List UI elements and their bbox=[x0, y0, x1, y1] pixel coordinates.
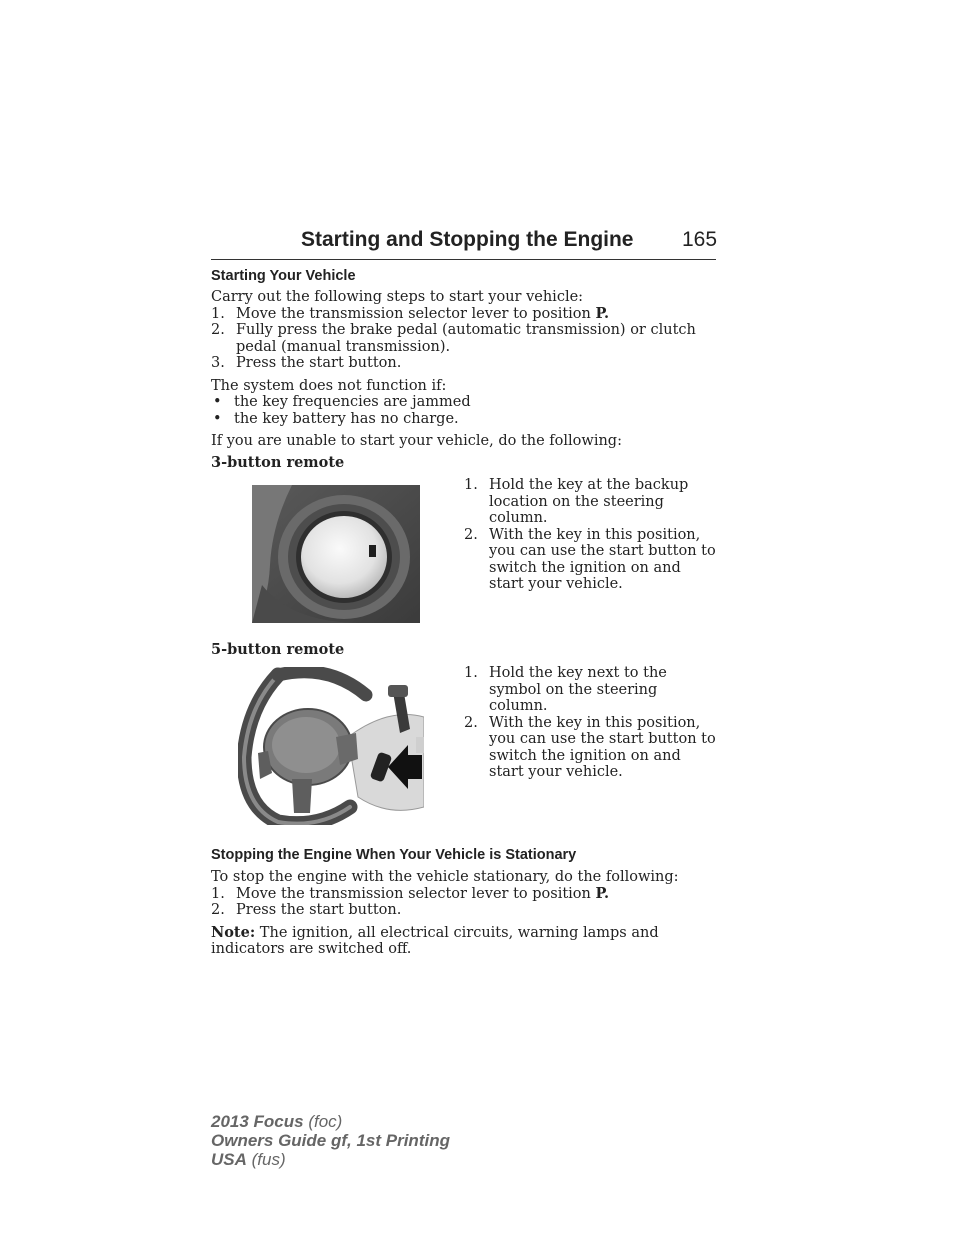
step-bold: P. bbox=[595, 884, 610, 902]
step-number: 3. bbox=[211, 355, 225, 371]
list-item bbox=[211, 411, 716, 428]
step-text: Move the transmission selector lever to position bbox=[236, 885, 596, 902]
footer-line-2 bbox=[211, 1131, 450, 1150]
step-number: 1. bbox=[464, 665, 478, 681]
starting-steps bbox=[211, 306, 716, 372]
list-item bbox=[464, 665, 716, 715]
step-text: Press the start button. bbox=[236, 902, 402, 918]
bullet-icon: • bbox=[213, 394, 222, 410]
remote5-heading: 5-button remote bbox=[211, 641, 345, 658]
page-number: 165 bbox=[682, 228, 718, 251]
step-text: Hold the key at the backup location on the steering column. bbox=[489, 477, 689, 526]
list-item bbox=[211, 886, 716, 903]
step-text: With the key in this position, you can use the start button to switch the ignition on and start your vehicle. bbox=[489, 526, 716, 592]
steering-column-image bbox=[238, 667, 424, 825]
backup-slot-illustration bbox=[252, 485, 420, 623]
list-item bbox=[211, 322, 711, 355]
step-number: 2. bbox=[211, 322, 225, 338]
step-bold: P. bbox=[595, 304, 610, 322]
page-title: Starting and Stopping the Engine bbox=[301, 228, 634, 251]
step-number: 2. bbox=[464, 526, 478, 543]
footer-market: USA bbox=[211, 1150, 247, 1169]
step-text: Move the transmission selector lever to position bbox=[236, 305, 596, 322]
stopping-intro: To stop the engine with the vehicle stationary, do the following: bbox=[211, 869, 679, 885]
step-text: Press the start button. bbox=[236, 355, 402, 371]
section-stopping-body bbox=[211, 869, 716, 958]
remote3-steps bbox=[464, 477, 716, 593]
remote3-heading: 3-button remote bbox=[211, 454, 345, 471]
footer-line-1 bbox=[211, 1112, 450, 1131]
list-item bbox=[211, 394, 716, 411]
footer bbox=[211, 1112, 450, 1169]
step-number: 2. bbox=[211, 902, 225, 918]
note-text: The ignition, all electrical circuits, warning lamps and indicators are switched off. bbox=[211, 924, 659, 957]
step-text: Fully press the brake pedal (automatic transmission) or clutch pedal (manual transmission). bbox=[236, 322, 696, 355]
header-rule bbox=[211, 259, 716, 260]
step-text: With the key in this position, you can use the start button to switch the ignition on and start your vehicle. bbox=[489, 714, 716, 780]
step-number: 2. bbox=[464, 714, 478, 731]
step-text: Hold the key next to the symbol on the steering column. bbox=[489, 665, 667, 714]
footer-guide: Owners Guide gf, 1st Printing bbox=[211, 1131, 450, 1150]
list-item bbox=[464, 477, 716, 527]
section-heading-starting: Starting Your Vehicle bbox=[211, 268, 356, 284]
footer-market-code: (fus) bbox=[246, 1150, 286, 1169]
bullet-icon: • bbox=[213, 410, 222, 427]
list-item bbox=[211, 306, 716, 323]
list-item bbox=[211, 902, 716, 919]
bullet-text: the key battery has no charge. bbox=[234, 410, 459, 427]
bullet-text: the key frequencies are jammed bbox=[234, 394, 471, 410]
step-number: 1. bbox=[211, 305, 225, 322]
remote5-steps bbox=[464, 665, 716, 781]
footer-model-code: (foc) bbox=[303, 1112, 343, 1131]
footer-line-3 bbox=[211, 1150, 450, 1169]
list-item bbox=[211, 355, 716, 372]
steering-wheel-illustration bbox=[238, 667, 424, 825]
note-label: Note: bbox=[211, 923, 256, 941]
note-paragraph bbox=[211, 925, 703, 958]
footer-model: 2013 Focus bbox=[211, 1112, 304, 1131]
backup-location-image bbox=[252, 485, 420, 623]
step-number: 1. bbox=[464, 477, 478, 493]
not-function-intro: The system does not function if: bbox=[211, 377, 447, 394]
section-heading-stopping: Stopping the Engine When Your Vehicle is Stationary bbox=[211, 847, 577, 863]
list-item bbox=[464, 527, 716, 593]
starting-intro: Carry out the following steps to start your vehicle: bbox=[211, 289, 584, 305]
list-item bbox=[464, 715, 716, 781]
step-number: 1. bbox=[211, 885, 225, 902]
unable-text: If you are unable to start your vehicle, do the following: bbox=[211, 433, 622, 449]
section-starting-body bbox=[211, 289, 716, 450]
